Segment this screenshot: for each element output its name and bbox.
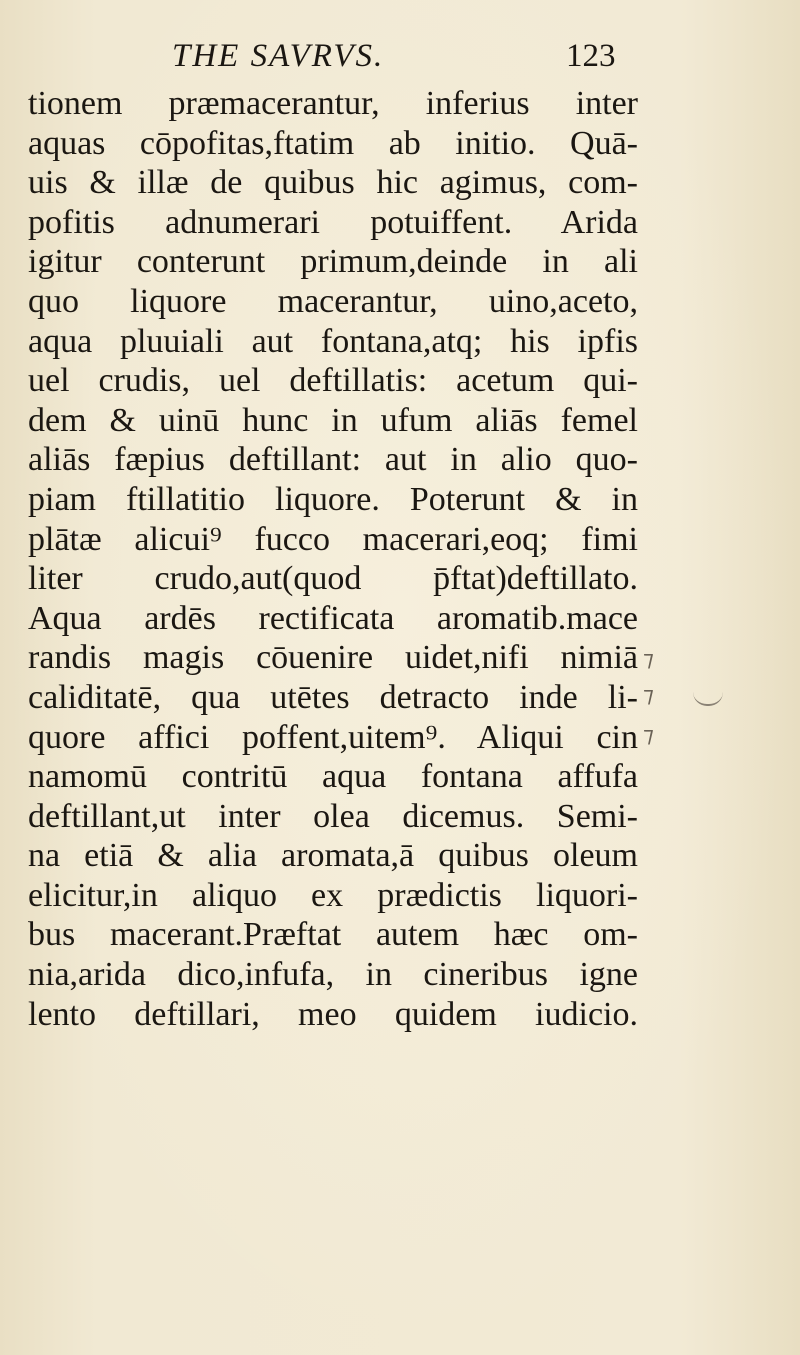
text-line: liter crudo,aut(quod p̄ftat)deftillato.: [28, 560, 638, 598]
text-line: aqua pluuiali aut fontana,atq; his ipfis: [28, 322, 638, 360]
stray-ink-mark: [693, 690, 723, 706]
text-line: caliditatē, qua utētes detracto inde li-: [28, 678, 638, 716]
text-line: aquas cōpofitas,ftatim ab initio. Quā-: [28, 124, 638, 162]
text-line: dem & uinū hunc in ufum aliās femel: [28, 401, 638, 439]
text-line: elicitur,in aliquo ex prædictis liquori-: [28, 876, 638, 914]
text-line: lento deftillari, meo quidem iudicio.: [28, 995, 638, 1033]
text-line: quo liquore macerantur, uino,aceto,: [28, 282, 638, 320]
text-line: bus macerant.Præftat autem hæc om-: [28, 916, 638, 954]
text-line: igitur conterunt primum,deinde in ali: [28, 243, 638, 281]
text-line: uel crudis, uel deftillatis: acetum qui-: [28, 362, 638, 400]
text-line: na etiā & alia aromata,ā quibus oleum: [28, 837, 638, 875]
running-head: [0, 38, 800, 78]
page-number: 123: [566, 38, 616, 74]
text-line: randis magis cōuenire uidet,nifi nimiā: [28, 639, 638, 677]
body-text: [28, 84, 638, 1034]
text-line: uis & illæ de quibus hic agimus, com-: [28, 164, 638, 202]
text-line: pofitis adnumerari potuiffent. Arida: [28, 203, 638, 241]
text-line: tionem præmacerantur, inferius inter: [28, 85, 638, 122]
margin-mark: ⁊: [643, 646, 654, 671]
text-line: aliās fæpius deftillant: aut in alio quo-: [28, 441, 638, 479]
text-line: piam ftillatitio liquore. Poterunt & in: [28, 480, 638, 518]
text-line: nia,arida dico,infufa, in cineribus igne: [28, 956, 638, 994]
text-line: Aqua ardēs rectificata aromatib.mace: [28, 599, 638, 637]
running-head-title: THE SAVRVS.: [172, 38, 385, 74]
text-line: plātæ alicui⁹ fucco macerari,eoq; fimi: [28, 520, 638, 558]
margin-mark: ⁊: [643, 722, 654, 747]
text-line: namomū contritū aqua fontana affufa: [28, 758, 638, 796]
text-line: quore affici poffent,uitem⁹. Aliqui cin: [28, 718, 638, 756]
text-line: deftillant,ut inter olea dicemus. Semi-: [28, 797, 638, 835]
margin-mark: ⁊: [643, 682, 654, 707]
